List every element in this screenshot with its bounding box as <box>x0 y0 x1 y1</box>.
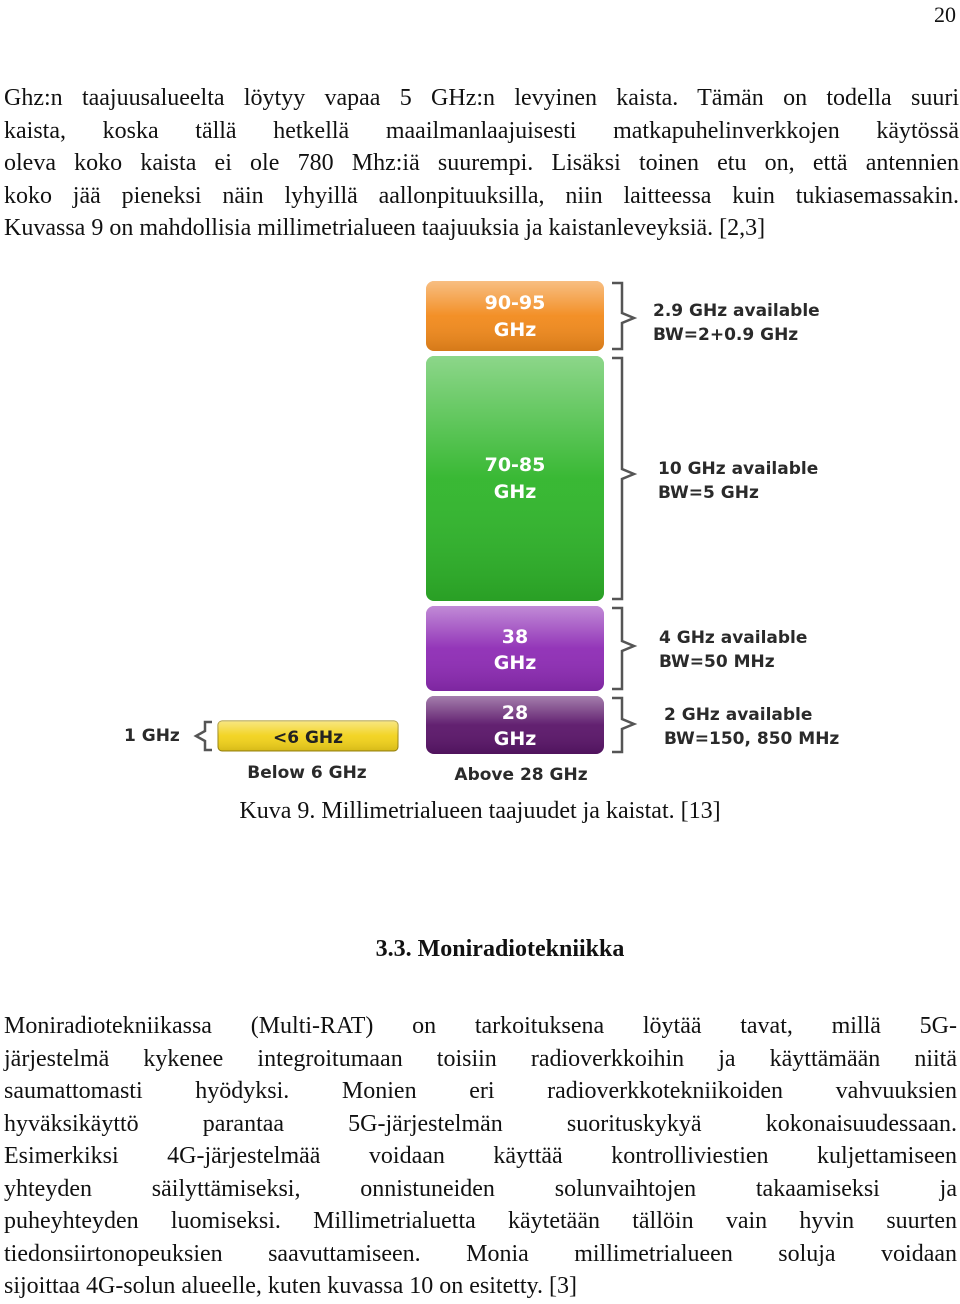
text-line: Kuvassa 9 on mahdollisia millimetrialueen taajuuksia ja kaistanleveyksiä. [2,3] <box>4 215 766 241</box>
band-38-bandwidth: BW=50 MHz <box>659 652 775 672</box>
text-line: hyväksikäyttö parantaa 5G-järjestelmän suorituskykyä kokonaisuudessaan. <box>4 1110 957 1137</box>
band-70-85-availability: 10 GHz available <box>658 459 819 479</box>
band-below-6-label: <6 GHz <box>272 728 344 748</box>
text-line: tiedonsiirtonopeuksien saavuttamiseen. Monia millimetrialueen soluja voidaan <box>4 1240 957 1267</box>
band-90-95-label-2: GHz <box>493 319 537 341</box>
bracket-38 <box>612 608 634 689</box>
text-line: Ghz:n taajuusalueelta löytyy vapaa 5 GHz:n levyinen kaista. Tämän on todella suuri <box>4 85 959 111</box>
bracket-70-85 <box>612 358 634 599</box>
band-28-bandwidth: BW=150, 850 MHz <box>664 729 840 749</box>
band-28 <box>426 696 604 754</box>
bracket-below-6 <box>196 722 212 750</box>
section-heading: 3.3. Moniradiotekniikka <box>375 936 625 962</box>
band-70-85-bandwidth: BW=5 GHz <box>658 483 759 503</box>
text-line: Moniradiotekniikassa (Multi-RAT) on tarkoituksena löytää tavat, millä 5G- <box>4 1013 957 1039</box>
band-70-85-label-2: GHz <box>493 481 537 503</box>
band-70-85 <box>426 356 604 601</box>
text-line: sijoittaa 4G-solun alueelle, kuten kuvassa 10 on esitetty. [3] <box>4 1273 577 1299</box>
band-38-availability: 4 GHz available <box>659 628 808 648</box>
text-line: koko jää pieneksi näin lyhyillä aallonpituuksilla, niin laitteessa kuin tukiasemassakin. <box>4 182 959 209</box>
above-28-ghz-label: Above 28 GHz <box>454 765 588 785</box>
text-line: oleva koko kaista ei ole 780 Mhz:iä suurempi. Lisäksi toinen etu on, että antennien <box>4 150 959 176</box>
band-90-95 <box>426 281 604 351</box>
figure-caption: Kuva 9. Millimetrialueen taajuudet ja kaistat. [13] <box>239 798 721 824</box>
band-90-95-label-1: 90-95 <box>484 292 546 314</box>
bracket-90-95 <box>612 283 634 349</box>
band-38 <box>426 606 604 691</box>
band-28-label-2: GHz <box>493 728 537 750</box>
bracket-28 <box>612 698 634 752</box>
text-line: järjestelmä kykenee integroitumaan toisiin radioverkkoihin ja käyttämään niitä <box>4 1045 957 1072</box>
right-brackets <box>612 283 634 752</box>
text-line: Esimerkiksi 4G-järjestelmää voidaan käyttää kontrolliviestien kuljettamiseen <box>4 1143 957 1169</box>
band-90-95-availability: 2.9 GHz available <box>653 301 820 321</box>
band-90-95-bandwidth: BW=2+0.9 GHz <box>653 325 799 345</box>
band-28-label-1: 28 <box>501 702 529 724</box>
band-below-6-width: 1 GHz <box>124 726 180 746</box>
band-70-85-label-1: 70-85 <box>484 454 546 476</box>
below-6-ghz-label: Below 6 GHz <box>247 763 367 783</box>
band-28-availability: 2 GHz available <box>664 705 813 725</box>
band-38-label-2: GHz <box>493 652 537 674</box>
body-paragraph <box>4 1010 957 1303</box>
text-line: kaista, koska tällä hetkellä maailmanlaajuisesti matkapuhelinverkkojen käytössä <box>4 117 959 144</box>
text-line: puheyhteyden luomiseksi. Millimetrialuetta käytetään tällöin vain hyvin suurten <box>4 1208 957 1234</box>
text-line: yhteyden säilyttämiseksi, onnistuneiden solunvaihtojen takaamiseksi ja <box>4 1175 957 1202</box>
band-below-6 <box>124 721 398 751</box>
band-38-label-1: 38 <box>501 626 529 648</box>
text-line: saumattomasti hyödyksi. Monien eri radioverkkotekniikoiden vahvuuksien <box>4 1078 957 1104</box>
page-number: 20 <box>934 2 956 27</box>
